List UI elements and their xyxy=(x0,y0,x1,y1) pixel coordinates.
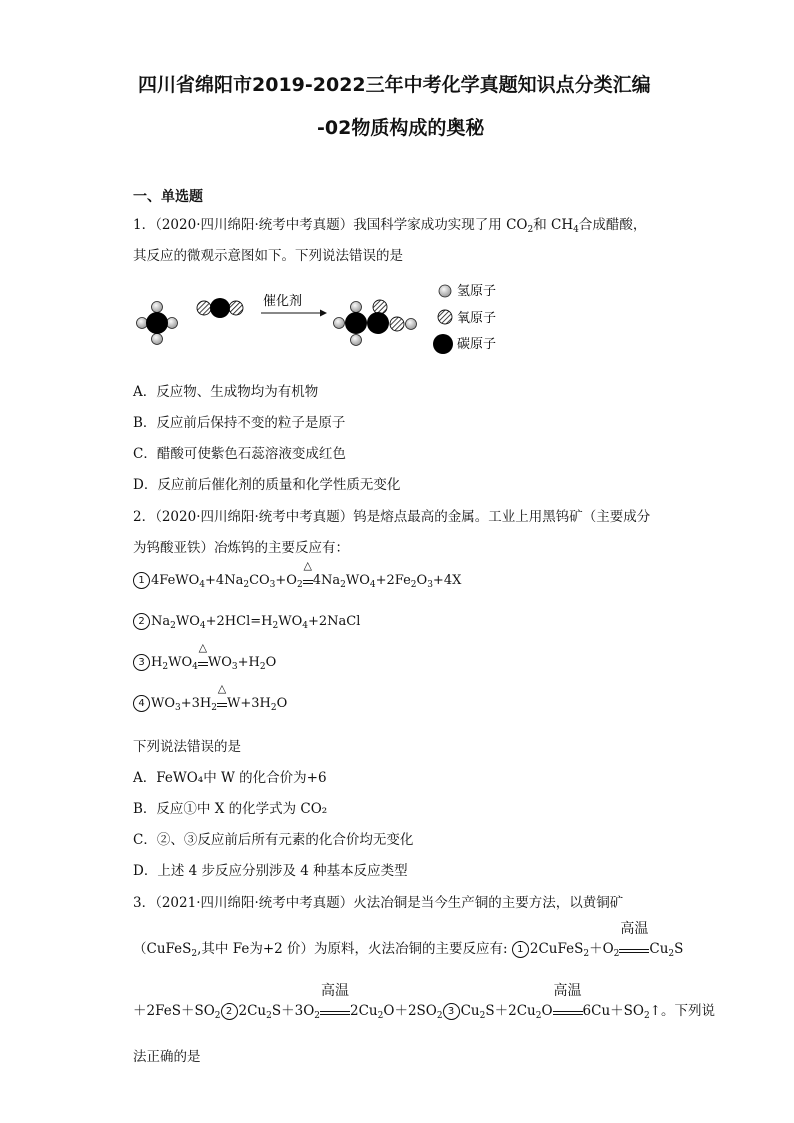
question-2-stem: 2．（2020·四川绵阳·统考中考真题）钨是熔点最高的金属。工业上用黑钨矿（主要成分 xyxy=(133,509,651,525)
question-1-stem: 1．（2020·四川绵阳·统考中考真题）我国科学家成功实现了用 $CO_2$和 $CH_4$合成醋酸， xyxy=(133,217,647,235)
option-d[interactable]: D．上述 4 步反应分别涉及 4 种基本反应类型 xyxy=(133,863,408,879)
equation-3: 3 $H_2WO_4$ △ $WO_3+H_2O$ xyxy=(133,654,276,671)
question-3-line2: （CuFeS$_2$,其中 Fe为+2 价）为原料，火法冶铜的主要反应有: 1 $2CuFeS_2+O_2$ 高温 $Cu_2S$ xyxy=(133,921,684,959)
circled-number: 1 xyxy=(512,941,529,958)
option-a[interactable]: A．FeWO₄中 W 的化合价为+6 xyxy=(133,770,327,786)
catalyst-label: 催化剂 xyxy=(263,294,303,309)
equation-1: 1 $4FeWO_4+4Na_2CO_3+O_2$ △ $4Na_2WO_4+2Fe_2O_3+4X$ xyxy=(133,572,461,589)
circled-number: 2 xyxy=(133,613,150,630)
question-number: 1． xyxy=(133,217,156,233)
option-a[interactable]: A．反应物、生成物均为有机物 xyxy=(133,384,319,400)
option-d[interactable]: D．反应前后催化剂的质量和化学性质无变化 xyxy=(133,477,401,493)
question-source: （2020·四川绵阳·统考中考真题） xyxy=(155,509,354,525)
circled-number: 1 xyxy=(133,572,150,589)
hydrogen-atom-icon xyxy=(439,285,451,297)
question-2-stem-line2: 为钨酸亚铁）冶炼钨的主要反应有： xyxy=(133,540,349,556)
circled-number: 3 xyxy=(133,654,150,671)
methane-molecule xyxy=(137,302,178,345)
question-3-stem: 3．（2021·四川绵阳·统考中考真题）火法冶铜是当今生产铜的主要方法，以黄铜矿 xyxy=(133,895,624,911)
legend-oxygen: 氧原子 xyxy=(457,311,497,326)
equation-4: 4 $WO_3+3H_2$ △ $W+3H_2O$ xyxy=(133,695,287,712)
carbon-dioxide-molecule xyxy=(197,298,243,318)
question-source: （2020·四川绵阳·统考中考真题） xyxy=(155,217,354,233)
question-2-ask: 下列说法错误的是 xyxy=(133,739,241,755)
option-c[interactable]: C．②、③反应前后所有元素的化合价均无变化 xyxy=(133,832,414,848)
reaction-diagram xyxy=(128,280,528,360)
arrow-head-icon xyxy=(320,310,327,317)
diagram-legend xyxy=(433,284,496,354)
equation-2: 2 $Na_2WO_4+2HCl=H_2WO_4+2NaCl$ xyxy=(133,613,360,630)
page-title-line1: 四川省绵阳市2019-2022三年中考化学真题知识点分类汇编 xyxy=(138,74,651,96)
carbon-atom-icon xyxy=(433,334,453,354)
option-b[interactable]: B．反应前后保持不变的粒子是原子 xyxy=(133,415,346,431)
acetic-acid-molecule xyxy=(334,300,417,346)
question-1-stem-line2: 其反应的微观示意图如下。下列说法错误的是 xyxy=(133,248,403,264)
option-c[interactable]: C．醋酸可使紫色石蕊溶液变成红色 xyxy=(133,446,346,462)
oxygen-atom-icon xyxy=(438,310,452,324)
question-3-line3: $+2FeS+SO_2$ 2 $2Cu_2S+3O_2$ 高温 $2Cu_2O+2SO_2$ 3 $Cu_2S+2Cu_2O$ 高温 $6Cu+SO_2↑$。下列说 xyxy=(133,983,716,1021)
circled-number: 3 xyxy=(443,1003,460,1020)
question-3-line4: 法正确的是 xyxy=(133,1049,201,1065)
legend-hydrogen: 氢原子 xyxy=(457,284,497,299)
section-heading: 一、单选题 xyxy=(133,189,203,205)
page-title-line2: -02物质构成的奥秘 xyxy=(317,117,485,139)
circled-number: 2 xyxy=(221,1003,238,1020)
legend-carbon: 碳原子 xyxy=(457,337,497,352)
option-b[interactable]: B．反应①中 X 的化学式为 CO₂ xyxy=(133,801,328,817)
circled-number: 4 xyxy=(133,695,150,712)
question-source: （2021·四川绵阳·统考中考真题） xyxy=(155,895,354,911)
